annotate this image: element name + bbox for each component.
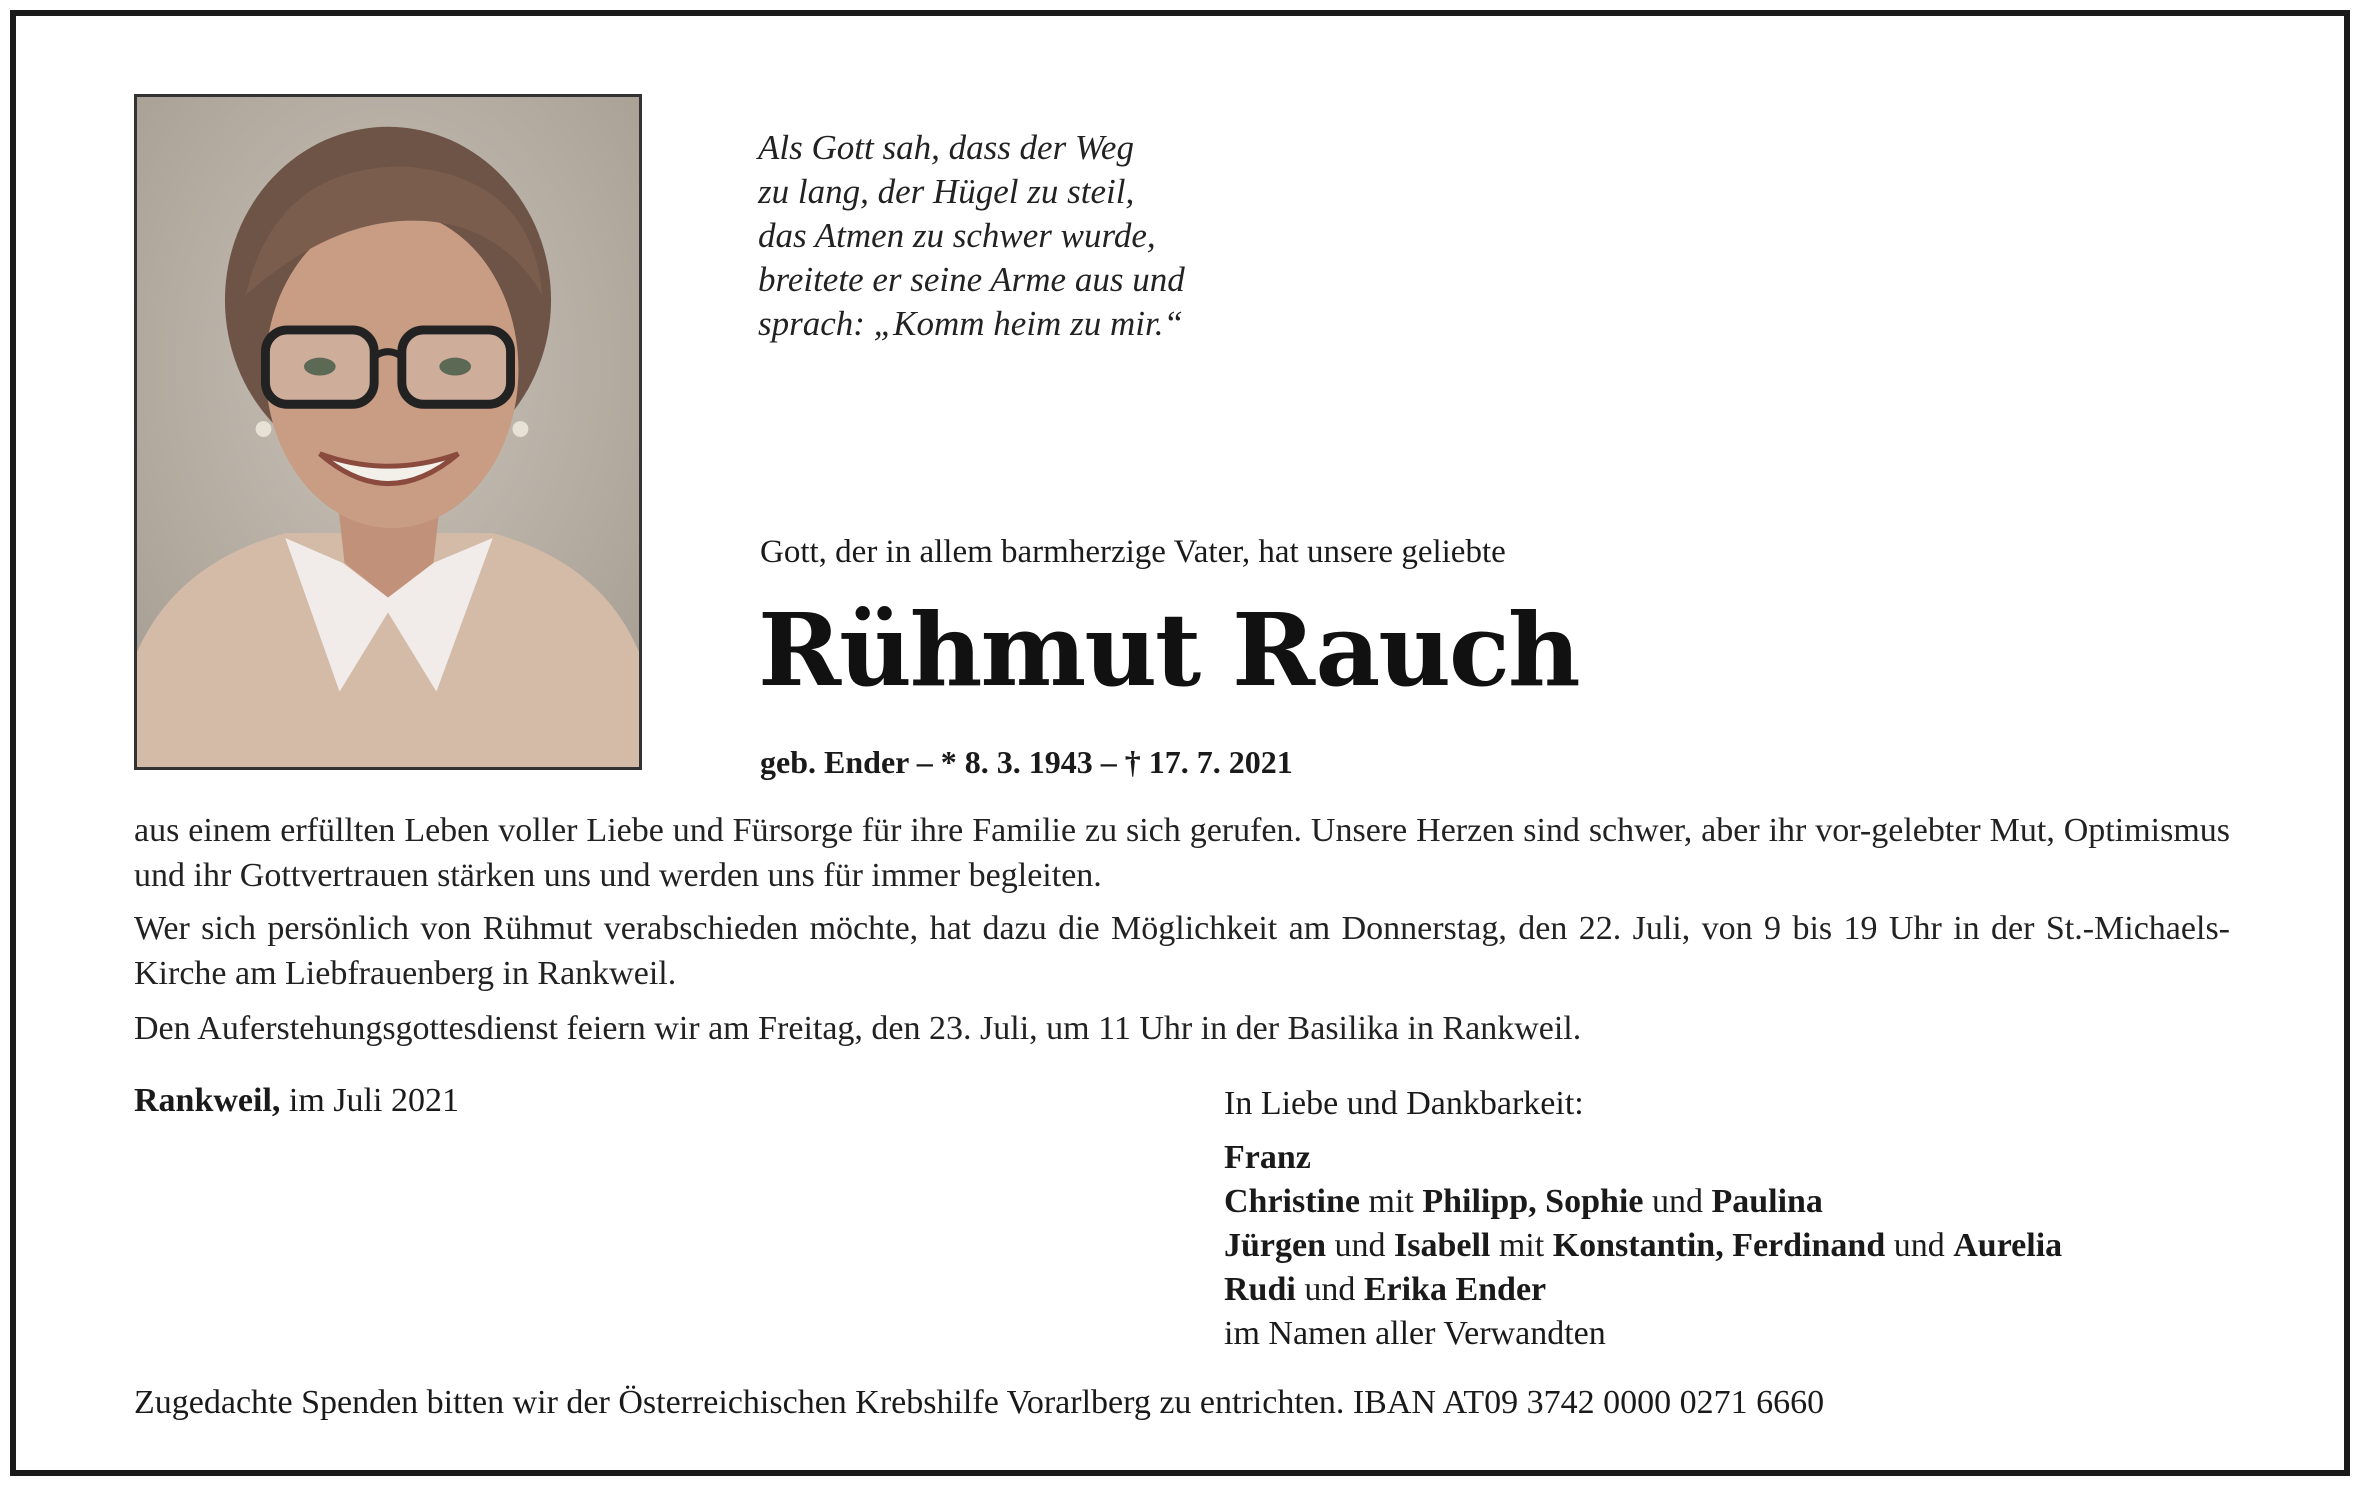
birth-death-dates: geb. Ender – * 8. 3. 1943 – † 17. 7. 2021 <box>760 744 1293 780</box>
poem-line: Als Gott sah, dass der Weg <box>758 128 1134 167</box>
family-member-name: Philipp, Sophie <box>1422 1183 1644 1220</box>
family-member-name: Jürgen <box>1224 1227 1326 1264</box>
family-connector: im Namen aller Verwandten <box>1224 1315 1606 1352</box>
family-line <box>1224 1180 2062 1224</box>
family-connector: und <box>1643 1183 1712 1220</box>
place-date-text: im Juli 2021 <box>280 1082 459 1119</box>
family-line <box>1224 1136 2062 1180</box>
family-signatures <box>1224 1082 2062 1356</box>
place-date <box>134 1082 459 1120</box>
intro-text: Gott, der in allem barmherzige Vater, hat unsere geliebte <box>760 534 1506 570</box>
family-member-name: Isabell <box>1394 1227 1491 1264</box>
family-line <box>1224 1312 2062 1356</box>
family-connector: und <box>1885 1227 1954 1264</box>
family-member-name: Konstantin, Ferdinand <box>1552 1227 1886 1264</box>
family-member-name: Rudi <box>1224 1271 1296 1308</box>
poem-line: das Atmen zu schwer wurde, <box>758 216 1156 255</box>
family-lines <box>1224 1136 2062 1356</box>
paragraph-farewell: Wer sich persönlich von Rühmut verabschieden möchte, hat dazu die Möglichkeit am Donnerstag, den 22. Juli, von 9 bis 19 Uhr in der St.-Michaels-Kirche am Liebfrauenberg in Rankweil. <box>134 910 2230 992</box>
family-member-name: Franz <box>1224 1139 1311 1176</box>
portrait-icon <box>137 97 639 767</box>
portrait-photo <box>134 94 642 770</box>
deceased-name: Rühmut Rauch <box>758 591 1579 709</box>
family-connector: mit <box>1360 1183 1423 1220</box>
family-member-name: Christine <box>1224 1183 1360 1220</box>
donation-notice: Zugedachte Spenden bitten wir der Österreichischen Krebshilfe Vorarlberg zu entrichten. IBAN AT09 3742 0000 0271 6660 <box>134 1384 1825 1421</box>
family-member-name: Paulina <box>1711 1183 1823 1220</box>
family-member-name: Erika Ender <box>1363 1271 1547 1308</box>
family-heading: In Liebe und Dankbarkeit: <box>1224 1085 1584 1122</box>
poem-quote <box>758 126 1185 346</box>
poem-line: breitete er seine Arme aus und <box>758 260 1185 299</box>
poem-line: sprach: „Komm heim zu mir.“ <box>758 304 1183 343</box>
paragraph-service: Den Auferstehungsgottesdienst feiern wir am Freitag, den 23. Juli, um 11 Uhr in der Basilika in Rankweil. <box>134 1010 1582 1047</box>
poem-line: zu lang, der Hügel zu steil, <box>758 172 1135 211</box>
place-town: Rankweil, <box>134 1082 281 1119</box>
family-connector: und <box>1295 1271 1364 1308</box>
family-connector: mit <box>1490 1227 1553 1264</box>
paragraph-tribute: aus einem erfüllten Leben voller Liebe und Fürsorge für ihre Familie zu sich gerufen. Unsere Herzen sind schwer, aber ihr vor-gelebter Mut, Optimismus und ihr Gottvertrauen stärken uns und werden uns für immer begleiten. <box>134 812 2230 894</box>
family-connector: und <box>1326 1227 1394 1264</box>
family-member-name: Aurelia <box>1953 1227 2063 1264</box>
family-line <box>1224 1224 2062 1268</box>
family-line <box>1224 1268 2062 1312</box>
